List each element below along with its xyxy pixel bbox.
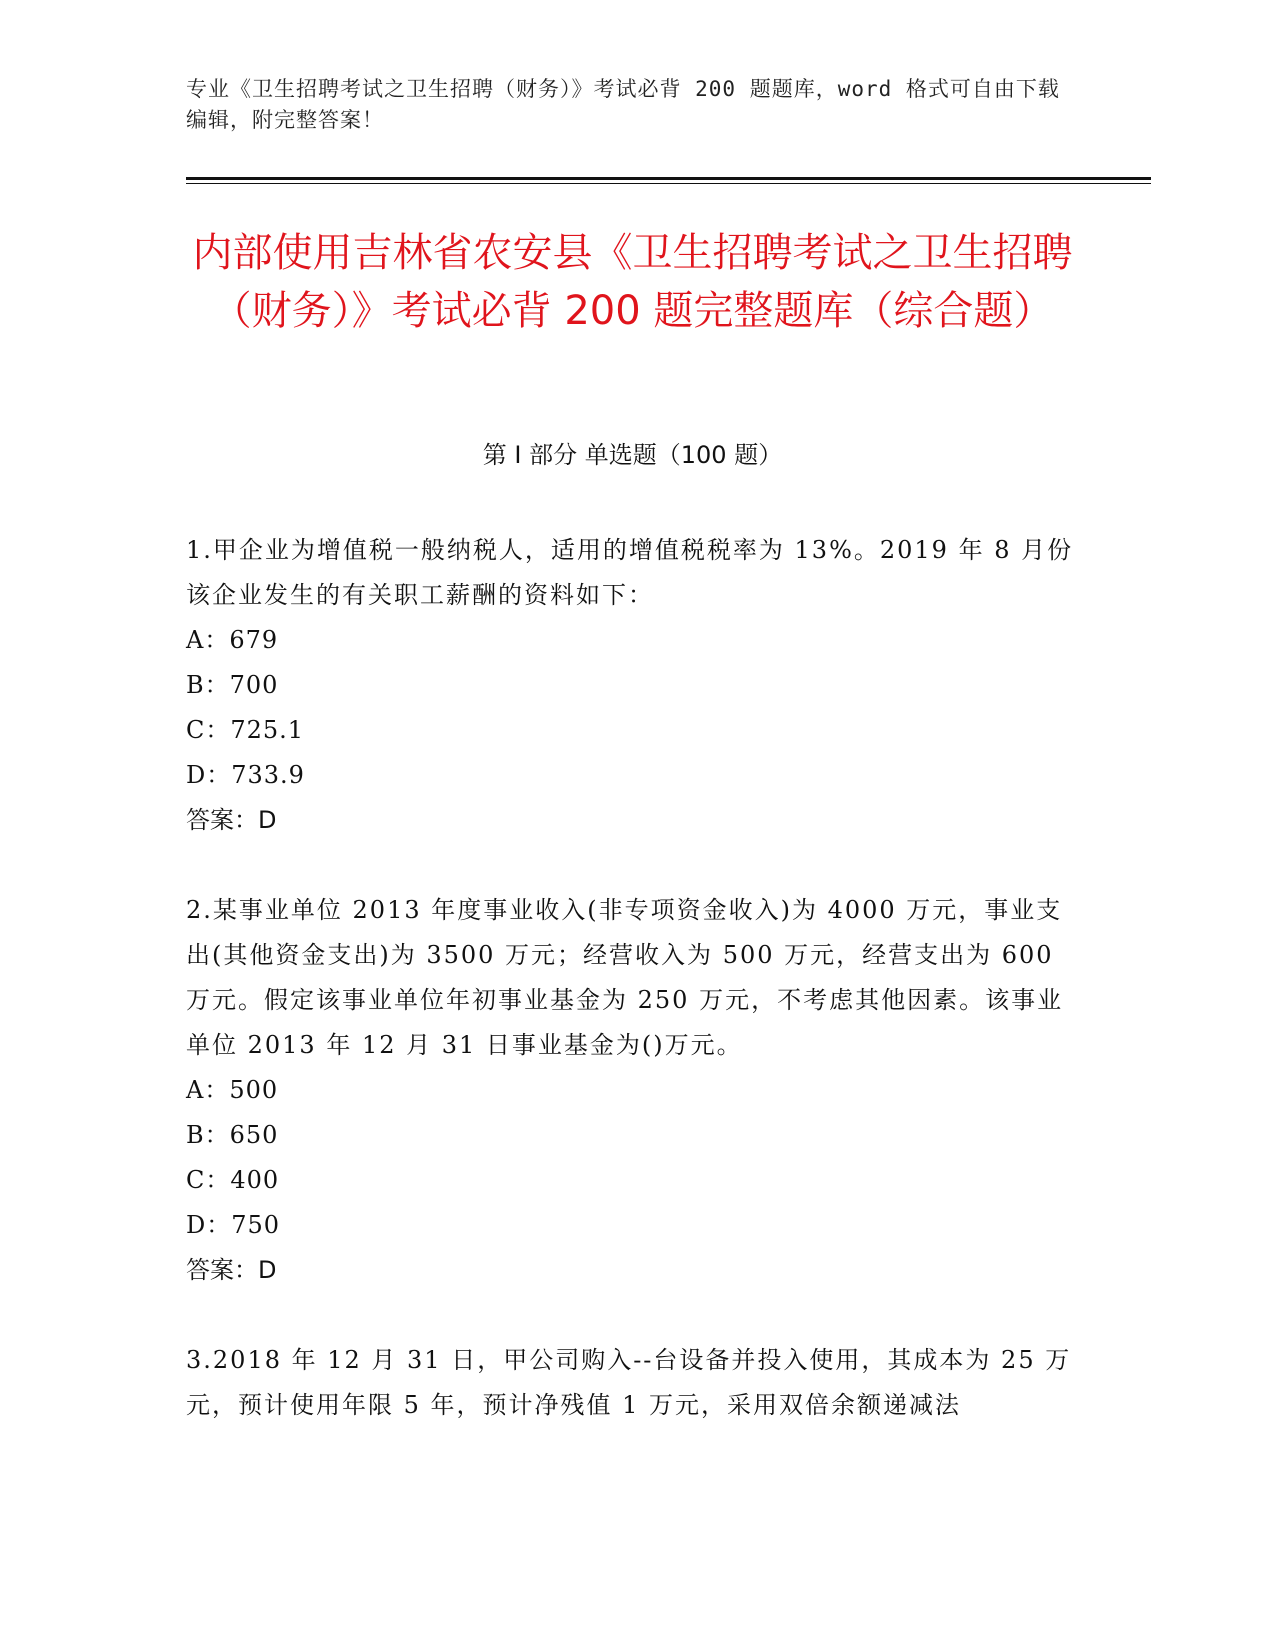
option-b: B：650 (186, 1121, 279, 1149)
option-a: A：679 (186, 626, 279, 654)
answer: 答案：D (186, 806, 277, 834)
header-divider-thick (186, 177, 1151, 180)
question-stem: 2.某事业单位 2013 年度事业收入(非专项资金收入)为 4000 万元，事业支出(其他资金支出)为 3500 万元；经营收入为 500 万元，经营支出为 600 万元。假定该事业单位年初事业基金为 250 万元，不考虑其他因素。该事业单位 2013 年 12 月 31 日事业基金为()万元。 (186, 896, 1064, 1059)
option-a: A：500 (186, 1076, 279, 1104)
option-d: D：733.9 (186, 761, 305, 789)
header-divider-thin (186, 183, 1151, 184)
question-1 (186, 528, 1086, 843)
option-d: D：750 (186, 1211, 281, 1239)
option-b: B：700 (186, 671, 279, 699)
header-note: 专业《卫生招聘考试之卫生招聘（财务）》考试必背 200 题题库，word 格式可自由下载编辑，附完整答案！ (186, 77, 1060, 132)
question-stem: 3.2018 年 12 月 31 日，甲公司购入--台设备并投入使用，其成本为 25 万元，预计使用年限 5 年，预计净残值 1 万元，采用双倍余额递减法 (186, 1346, 1072, 1419)
question-3 (186, 1338, 1086, 1428)
document-title: 内部使用吉林省农安县《卫生招聘考试之卫生招聘（财务）》考试必背 200 题完整题库（综合题） (192, 230, 1073, 334)
question-stem: 1.甲企业为增值税一般纳税人，适用的增值税税率为 13%。2019 年 8 月份该企业发生的有关职工薪酬的资料如下： (186, 536, 1074, 609)
section-heading: 第 I 部分 单选题（100 题） (482, 441, 783, 469)
question-list (186, 528, 1086, 1473)
option-c: C：725.1 (186, 716, 305, 744)
option-c: C：400 (186, 1166, 280, 1194)
answer: 答案：D (186, 1256, 277, 1284)
question-2 (186, 888, 1086, 1293)
